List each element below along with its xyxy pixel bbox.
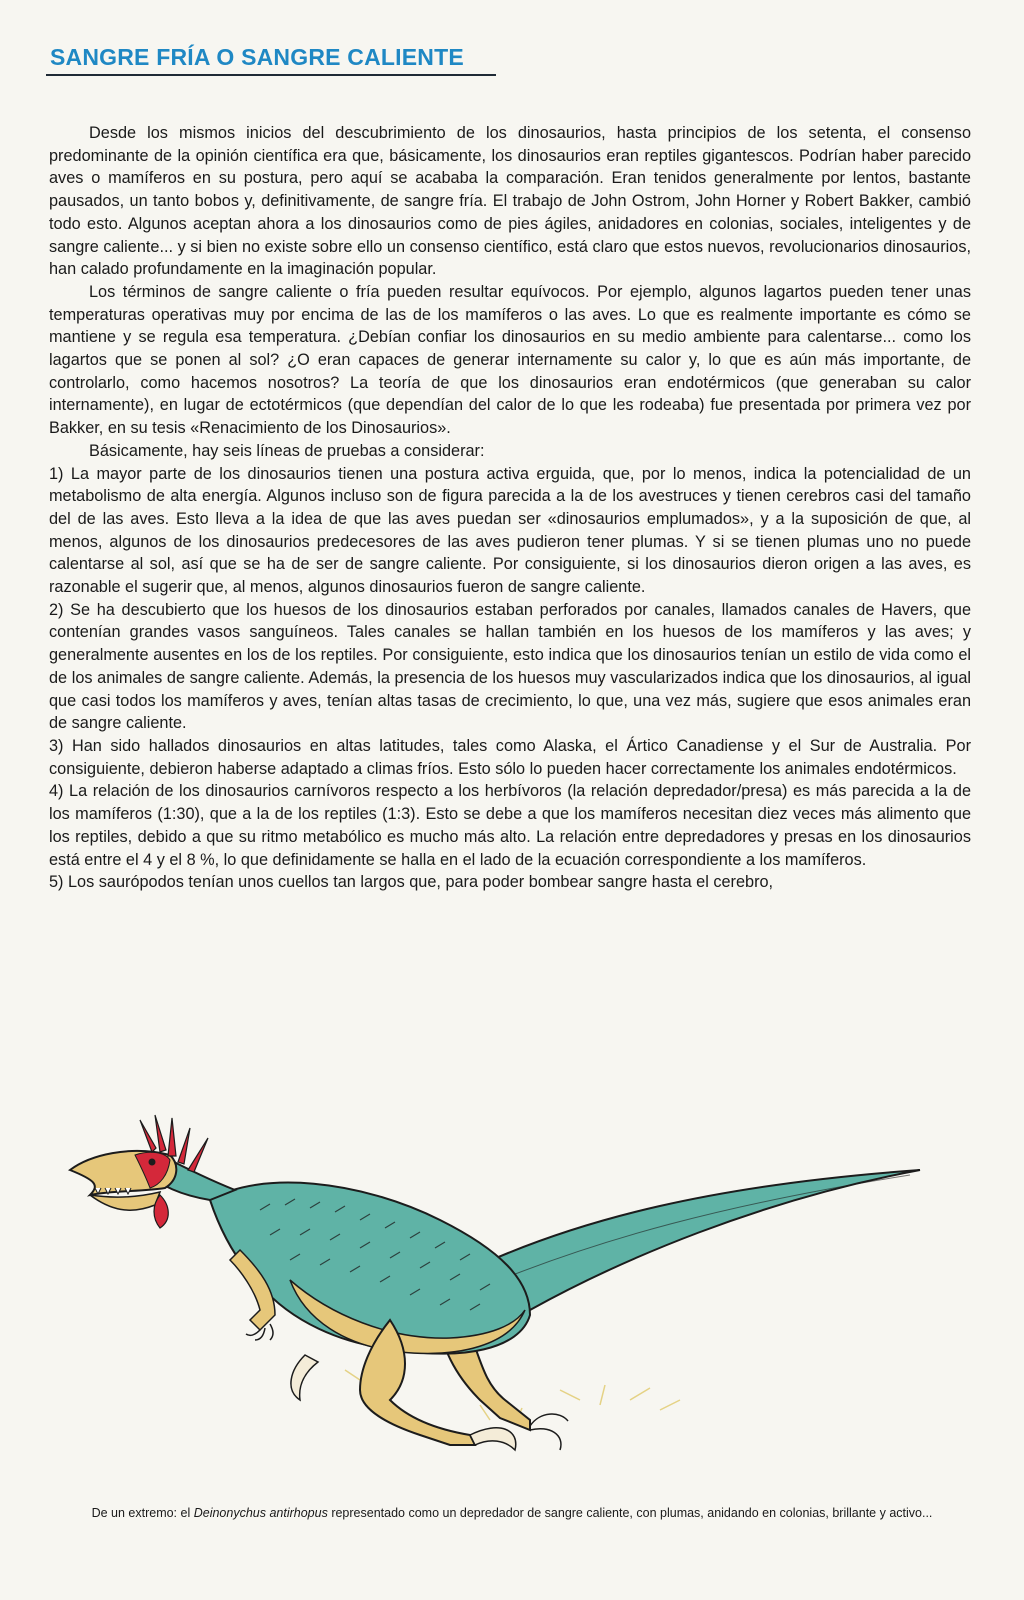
paragraph-evidence-intro: Básicamente, hay seis líneas de pruebas a considerar: (89, 441, 485, 460)
hind-claw (291, 1355, 318, 1400)
evidence-item-2: 2) Se ha descubierto que los huesos de los dinosaurios estaban perforados por canales, llamados canales de Havers, que contenían grandes vasos sanguíneos. Tales canales se hallan también en los huesos de los mamíferos y las aves; y generalmente ausentes en los de los reptiles. Por consiguiente, esto indica que los dinosaurios tenían un estilo de vida como el de los animales de sangre caliente. Además, la presencia de los huesos muy vascularizados indica que los dinosaurios, al igual que casi todos los mamíferos y aves, tenían altas tasas de crecimiento, lo que, una vez más, sugiere que esos animales eran de sangre caliente. (49, 600, 971, 733)
page-title: SANGRE FRÍA O SANGRE CALIENTE (50, 44, 464, 70)
deinonychus-illustration (60, 1100, 960, 1480)
figure-caption (60, 1504, 964, 1523)
tail (480, 1170, 920, 1310)
deinonychus-drawing (60, 1100, 960, 1480)
evidence-item-3: 3) Han sido hallados dinosaurios en altas latitudes, tales como Alaska, el Ártico Canadiense y el Sur de Australia. Por consiguiente, debieron haberse adaptado a climas fríos. Esto sólo lo pueden hacer correctamente los animales endotérmicos. (49, 736, 971, 778)
evidence-item-1: 1) La mayor parte de los dinosaurios tienen una postura activa erguida, que, por lo menos, indica la potencialidad de un metabolismo de alta energía. Algunos incluso son de figura parecida a la de los avestruces y tienen cerebros casi del tamaño del de las aves. Esto lleva a la idea de que las aves puedan ser «dinosaurios emplumados», y a la suposición de que, al menos, algunos de los dinosaurios predecesores de las aves pudieron tener plumas. Y si se tienen plumas uno no puede calentarse al sol, así que se ha de ser de sangre caliente. Por consiguiente, si los dinosaurios dieron origen a las aves, es razonable el sugerir que, al menos, algunos dinosaurios fueron de sangre caliente. (49, 464, 971, 597)
jaw (90, 1192, 160, 1210)
paragraph-terms: Los términos de sangre caliente o fría pueden resultar equívocos. Por ejemplo, algunos lagartos pueden tener unas temperaturas operativas muy por encima de las de los mamíferos o las aves. Lo que es realmente importante es cómo se mantiene y se regula esa temperatura. ¿Debían confiar los dinosaurios en su medio ambiente para calentarse... como los lagartos que se ponen al sol? ¿O eran capaces de generar internamente su calor y, lo que es aún más importante, de controlarlo, como hacemos nosotros? La teoría de que los dinosaurios eran endotérmicos (que generaban su calor internamente), en lugar de ectotérmicos (que dependían del calor de lo que les rodeaba) fue presentada por primera vez por Bakker, en su tesis «Renacimiento de los Dinosaurios». (49, 282, 971, 438)
throat-wattle (154, 1195, 168, 1228)
sickle-claw (470, 1428, 516, 1450)
caption-species: Deinonychus antirhopus (193, 1505, 328, 1520)
evidence-item-5: 5) Los saurópodos tenían unos cuellos tan largos que, para poder bombear sangre hasta el cerebro, (49, 873, 774, 892)
paragraph-intro: Desde los mismos inicios del descubrimiento de los dinosaurios, hasta principios de los setenta, el consenso predominante de la opinión científica era que, básicamente, los dinosaurios eran reptiles gigantescos. Podrían haber parecido aves o mamíferos en su postura, pero aquí se acababa la comparación. Eran tenidos generalmente por lentos, bastante pausados, un tanto bobos y, definitivamente, de sangre fría. El trabajo de John Ostrom, John Horner y Robert Bakker, cambió todo esto. Algunos aceptan ahora a los dinosaurios como de pies ágiles, anidadores en colonias, sociales, inteligentes y de sangre caliente... y si bien no existe sobre ello un consenso científico, está claro que estos nuevos, revolucionarios dinosaurios, han calado profundamente en la imaginación popular. (49, 124, 971, 279)
article-body (49, 122, 971, 894)
far-foot-claws (530, 1414, 568, 1450)
title-underline (46, 74, 496, 76)
caption-prefix: De un extremo: el (91, 1505, 194, 1520)
evidence-item-4: 4) La relación de los dinosaurios carnívoros respecto a los herbívoros (la relación depredador/presa) es más parecida a la de los mamíferos (1:30), que a la de los reptiles (1:3). Esto se debe a que los mamíferos necesitan diez veces más alimento que los reptiles, debido a que su ritmo metabólico es mucho más alto. La relación entre depredadores y presas en los dinosaurios está entre el 4 y el 8 %, lo que definidamente se halla en el lado de la ecuación correspondiente a los mamíferos. (49, 782, 971, 869)
caption-suffix: representado como un depredador de sangre caliente, con plumas, anidando en colonias, brillante y activo... (327, 1505, 933, 1520)
eye (149, 1159, 156, 1166)
